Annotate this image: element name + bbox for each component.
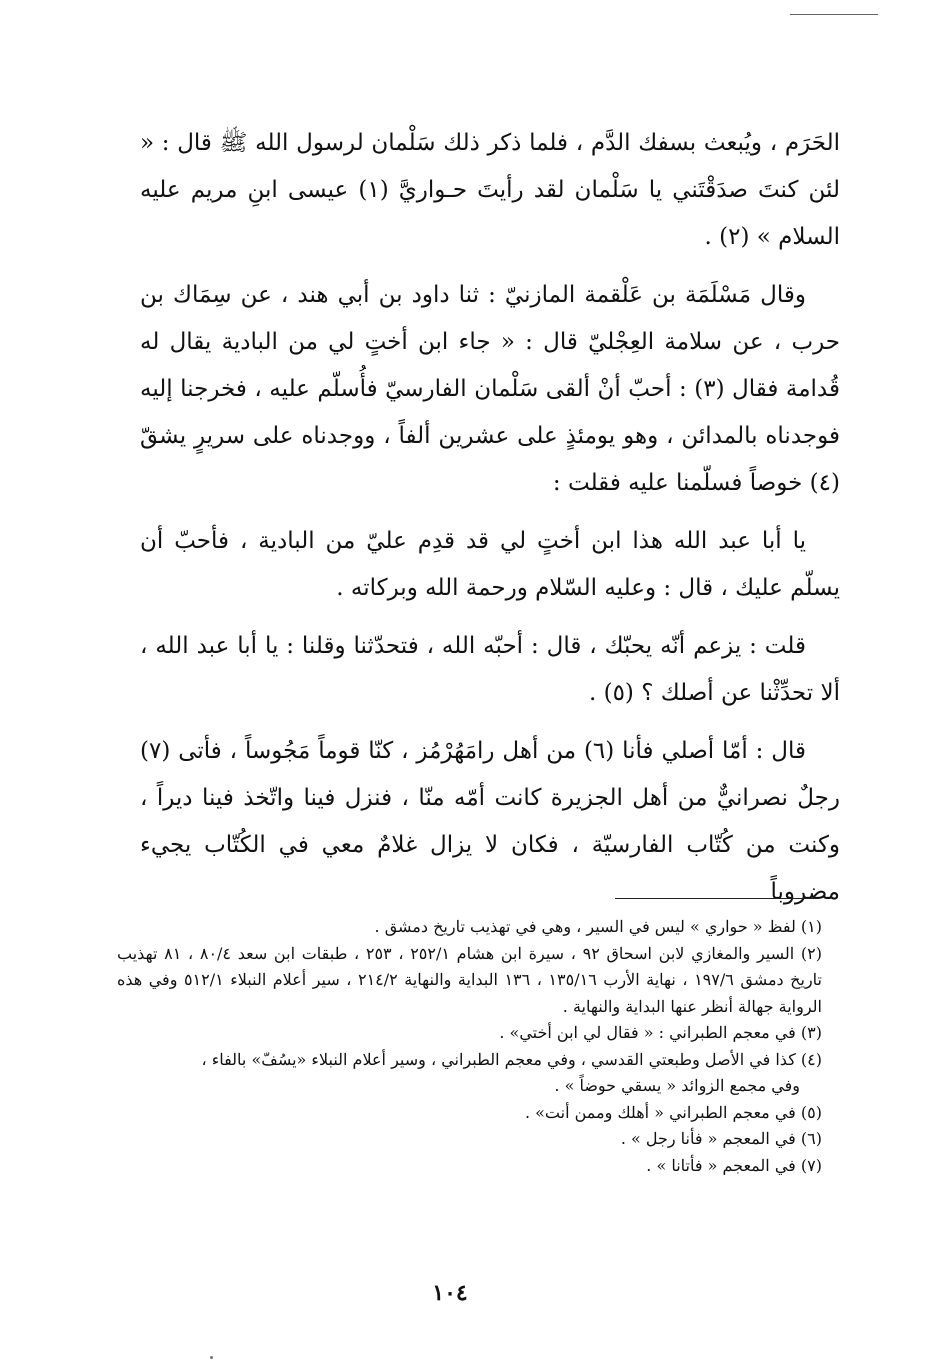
page-number: ١٠٤ <box>432 1280 468 1306</box>
paragraph: قلت : يزعم أنّه يحبّك ، قال : أحبّه الله ، فتحدّثنا وقلنا : يا أبا عبد الله ، ألا تحدِّثْنا عن أصلك ؟ (٥) . <box>140 633 840 706</box>
paragraph: يا أبا عبد الله هذا ابن أختٍ لي قد قدِم عليّ من البادية ، فأحبّ أن يسلّم عليك ، قال : وعليه السّلام ورحمة الله وبركاته . <box>140 528 840 601</box>
main-text <box>140 120 840 927</box>
scan-speck <box>210 1356 213 1359</box>
paragraph: وقال مَسْلَمَة بن عَلْقمة المازنيّ : ثنا داود بن أبي هند ، عن سِمَاك بن حرب ، عن سلامة العِجْليّ قال : « جاء ابن أختٍ لي من البادية يقال له قُدامة فقال (٣) : أحبّ أنْ ألقى سَلْمان الفارسيّ فأُسلّم عليه ، فخرجنا إليه فوجدناه بالمدائن ، وهو يومئذٍ على عشرين ألفاً ، ووجدناه على سريرٍ يشقّ (٤) خوصاً فسلّمنا عليه فقلت : <box>140 282 840 496</box>
footnote-4-continued: وفي مجمع الزوائد « يسقي حوضاً » . <box>554 1076 800 1095</box>
footnote-7: (٧) في المعجم « فأتانا » . <box>646 1155 822 1175</box>
footnotes <box>117 914 822 1179</box>
footnote-4: (٤) كذا في الأصل وطبعتي القدسي ، وفي معجم الطبراني ، وسير أعلام النبلاء «يسُفّ» بالفاء ، <box>201 1049 822 1069</box>
paragraph: الحَرَم ، ويُبعث بسفك الدَّم ، فلما ذكر ذلك سَلْمان لرسول الله ﷺ قال : « لئن كنتَ صدَقْتَني يا سَلْمان لقد رأيتَ حـواريَّ (١) عيسى ابنِ مريم عليه السلام » (٢) . <box>140 130 840 250</box>
footnote-5: (٥) في معجم الطبراني « أهلك وممن أنت» . <box>524 1102 822 1122</box>
footnote-6: (٦) في المعجم « فأنا رجل » . <box>620 1129 822 1148</box>
footnote-1: (١) لفظ « حواري » ليس في السير ، وهي في تهذيب تاريخ دمشق . <box>374 917 822 936</box>
footnote-2: (٢) السير والمغازي لابن اسحاق ٩٢ ، سيرة ابن هشام ٢٥٢/١ ، ٢٥٣ ، طبقات ابن سعد ٨٠/٤ ، ٨١ تهذيب تاريخ دمشق ١٩٧/٦ ، نهاية الأرب ١٣٥/١٦ ، ١٣٦ البداية والنهاية ٢١٤/٢ ، سير أعلام النبلاء ٥١٢/١ وفي هذه الرواية جهالة أنظر عنها البداية والنهاية . <box>117 943 823 1016</box>
footnote-3: (٣) في معجم الطبراني : « فقال لي ابن أختي» . <box>499 1023 822 1042</box>
header-rule <box>790 14 878 15</box>
footnote-separator <box>615 898 817 899</box>
paragraph: قال : أمّا أصلي فأنا (٦) من أهل رامَهُرْمُز ، كنّا قوماً مَجُوساً ، فأتى (٧) رجلٌ نصرانيٌّ من أهل الجزيرة كانت أمّه منّا ، فنزل فينا واتّخذ فينا ديراً ، وكنت من كُتّاب الفارسيّة ، فكان لا يزال غلامٌ معي في الكُتّاب يجيء مضروباً <box>140 738 840 905</box>
